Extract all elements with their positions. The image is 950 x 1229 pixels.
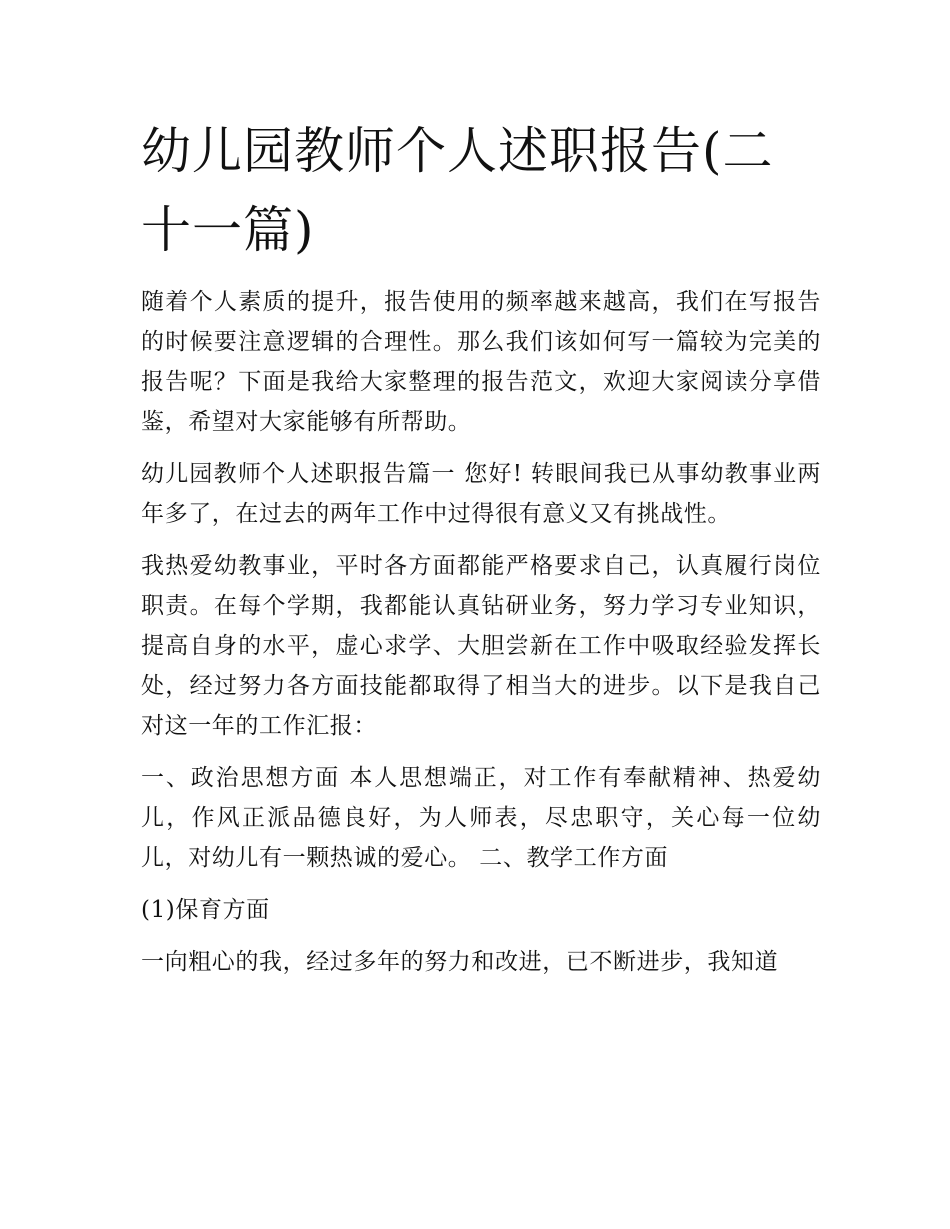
paragraph-childcare-body: 一向粗心的我，经过多年的努力和改进，已不断进步，我知道 bbox=[141, 949, 779, 975]
paragraph-self-summary: 我热爱幼教事业，平时各方面都能严格要求自己，认真履行岗位职责。在每个学期，我都能认真钻研业务，努力学习专业知识，提高自身的水平，虚心求学、大胆尝新在工作中吸取经验发挥长处，经过努力各方面技能都取得了相当大的进步。以下是我自己对这一年的工作汇报： bbox=[141, 553, 821, 739]
paragraph-intro: 随着个人素质的提升，报告使用的频率越来越高，我们在写报告的时候要注意逻辑的合理性。那么我们该如何写一篇较为完美的报告呢？下面是我给大家整理的报告范文，欢迎大家阅读分享借鉴，希望对大家能够有所帮助。 bbox=[141, 289, 821, 435]
paragraph-part-one-opening: 幼儿园教师个人述职报告篇一 您好! 转眼间我已从事幼教事业两年多了，在过去的两年工作中过得很有意义又有挑战性。 bbox=[141, 461, 821, 527]
paragraph-childcare-heading: (1)保育方面 bbox=[141, 897, 270, 923]
paragraph-political-thought: 一、政治思想方面 本人思想端正，对工作有奉献精神、热爱幼儿，作风正派品德良好，为人师表，尽忠职守，关心每一位幼儿，对幼儿有一颗热诚的爱心。 二、教学工作方面 bbox=[141, 765, 821, 871]
document-title: 幼儿园教师个人述职报告(二十一篇) bbox=[141, 122, 774, 259]
document-body bbox=[141, 282, 821, 994]
